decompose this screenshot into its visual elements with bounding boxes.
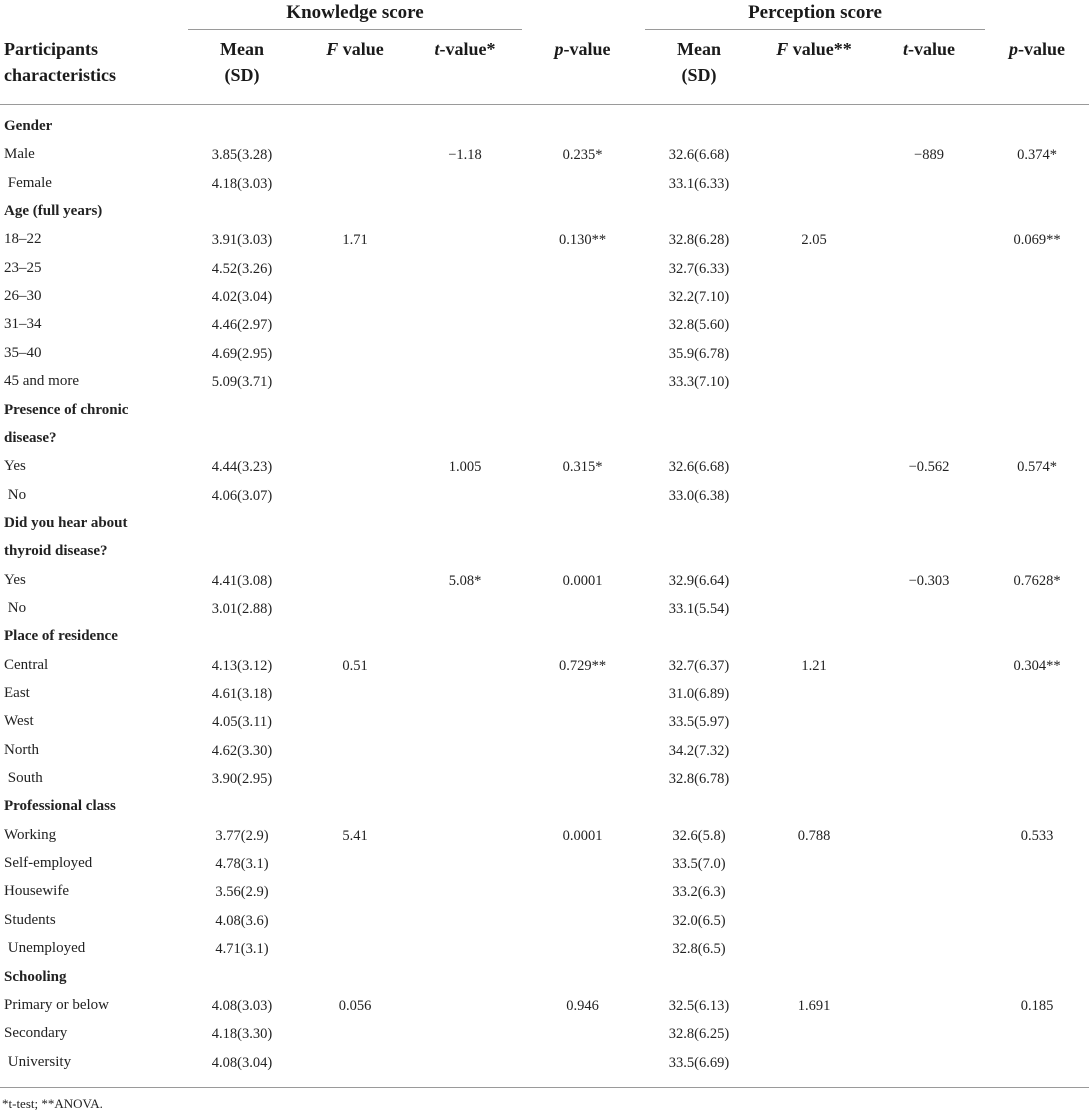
row-label: 35–40	[4, 344, 42, 361]
cell-k-p: 0.946	[566, 997, 599, 1014]
row-label: 26–30	[4, 288, 42, 305]
cell-k-mean: 3.85(3.28)	[211, 147, 273, 164]
cell-k-t: 1.005	[448, 459, 482, 476]
col-header-perception-mean: Mean (SD)	[677, 39, 721, 85]
cell-k-mean: 4.05(3.11)	[212, 714, 272, 731]
cell-p-mean: 33.3(7.10)	[668, 374, 730, 391]
cell-p-p: 0.574*	[1017, 459, 1057, 476]
cell-p-mean: 32.6(5.8)	[672, 827, 726, 844]
cell-p-mean: 32.8(6.78)	[668, 771, 730, 788]
cell-k-mean: 4.08(3.04)	[211, 1054, 273, 1071]
cell-k-mean: 3.90(2.95)	[211, 771, 273, 788]
cell-k-mean: 3.01(2.88)	[211, 600, 273, 617]
section-label: thyroid disease?	[4, 543, 108, 560]
cell-p-p: 0.304**	[1013, 657, 1061, 674]
cell-p-mean: 33.2(6.3)	[672, 884, 726, 901]
section-label: Presence of chronic	[4, 401, 129, 418]
group-rule-knowledge	[188, 29, 522, 30]
cell-p-mean: 32.7(6.33)	[668, 260, 730, 277]
cell-p-t: −0.303	[908, 572, 950, 589]
group-header-knowledge: Knowledge score	[286, 2, 424, 23]
cell-k-t: −1.18	[448, 147, 482, 164]
row-label: Yes	[4, 458, 26, 475]
cell-p-f: 1.21	[801, 657, 827, 674]
cell-k-p: 0.315*	[562, 459, 603, 476]
cell-p-p: 0.374*	[1017, 147, 1057, 164]
col-header-perception-p: p-value	[1009, 39, 1065, 59]
cell-k-mean: 4.44(3.23)	[211, 459, 273, 476]
col-header-characteristics: Participants characteristics	[4, 39, 116, 85]
group-header-perception: Perception score	[748, 2, 882, 23]
cell-k-mean: 4.71(3.1)	[215, 941, 269, 958]
cell-k-mean: 4.13(3.12)	[211, 657, 273, 674]
header-rule	[0, 104, 1089, 105]
col-header-knowledge-mean: Mean (SD)	[220, 39, 264, 85]
row-label: Working	[4, 826, 57, 843]
section-label: Place of residence	[4, 628, 118, 645]
cell-k-mean: 4.41(3.08)	[211, 572, 273, 589]
cell-k-mean: 4.06(3.07)	[211, 487, 273, 504]
cell-k-mean: 4.78(3.1)	[215, 856, 269, 873]
cell-p-mean: 31.0(6.89)	[668, 686, 730, 702]
cell-k-p: 0.130**	[558, 232, 607, 249]
cell-k-mean: 4.62(3.30)	[211, 742, 273, 759]
row-label: East	[4, 685, 30, 701]
cell-k-mean: 4.08(3.6)	[215, 912, 269, 929]
cell-p-mean: 32.8(6.25)	[668, 1026, 730, 1043]
bottom-rule	[0, 1087, 1089, 1088]
cell-p-mean: 33.1(6.33)	[668, 175, 730, 192]
footnote: *t-test; **ANOVA.	[2, 1096, 103, 1111]
cell-p-mean: 33.5(7.0)	[672, 856, 726, 873]
cell-k-p: 0.0001	[562, 572, 603, 589]
section-label: Professional class	[4, 798, 116, 815]
cell-p-mean: 32.8(6.5)	[672, 941, 726, 958]
cell-p-mean: 32.6(6.68)	[668, 459, 730, 476]
row-label: 31–34	[4, 316, 42, 333]
cell-p-mean: 35.9(6.78)	[668, 345, 730, 362]
cell-k-mean: 4.61(3.18)	[211, 686, 273, 702]
cell-k-mean: 4.08(3.03)	[211, 997, 273, 1014]
cell-k-mean: 4.18(3.30)	[211, 1026, 273, 1043]
cell-p-f: 0.788	[797, 827, 831, 844]
col-header-knowledge-f: F value	[326, 39, 384, 59]
group-rule-perception	[645, 29, 985, 30]
cell-k-p: 0.235*	[562, 147, 603, 164]
row-label: Female	[4, 174, 52, 191]
row-label: 18–22	[4, 231, 42, 248]
cell-k-mean: 3.77(2.9)	[215, 827, 269, 844]
cell-k-p: 0.729**	[558, 657, 607, 674]
col-header-perception-f: F value**	[776, 39, 852, 59]
cell-k-mean: 4.02(3.04)	[211, 289, 273, 306]
cell-p-p: 0.185	[1020, 997, 1054, 1014]
row-label: 23–25	[4, 259, 42, 276]
cell-p-mean: 34.2(7.32)	[668, 742, 730, 759]
cell-p-f: 2.05	[801, 232, 827, 249]
cell-k-mean: 5.09(3.71)	[211, 374, 273, 391]
cell-k-t: 5.08*	[448, 572, 482, 589]
row-label: West	[4, 713, 34, 730]
section-label: Schooling	[4, 968, 67, 985]
cell-p-mean: 32.8(6.28)	[668, 232, 730, 249]
row-label: Self-employed	[4, 855, 93, 872]
cell-p-mean: 32.0(6.5)	[672, 912, 726, 929]
section-label: disease?	[4, 429, 57, 446]
row-label: South	[4, 770, 43, 787]
row-label: 45 and more	[4, 373, 79, 390]
col-header-perception-t: t-value	[902, 39, 955, 59]
cell-p-mean: 33.5(6.69)	[668, 1054, 730, 1071]
row-label: Yes	[4, 571, 26, 588]
cell-k-f: 5.41	[342, 827, 368, 844]
cell-p-mean: 33.5(5.97)	[668, 714, 730, 731]
cell-p-t: −889	[914, 147, 944, 164]
cell-k-mean: 3.91(3.03)	[211, 232, 273, 249]
cell-p-mean: 32.5(6.13)	[668, 997, 730, 1014]
cell-k-mean: 4.52(3.26)	[211, 260, 273, 277]
row-label: No	[4, 599, 27, 616]
cell-k-mean: 3.56(2.9)	[215, 884, 269, 901]
cell-k-f: 0.51	[342, 657, 368, 674]
row-label: Central	[4, 656, 49, 673]
cell-p-p: 0.069**	[1013, 232, 1061, 249]
row-label: Housewife	[4, 883, 69, 900]
cell-p-mean: 32.9(6.64)	[668, 572, 730, 589]
col-header-knowledge-p: p-value	[554, 39, 611, 59]
section-label: Gender	[4, 118, 53, 134]
cell-k-mean: 4.18(3.03)	[211, 175, 273, 192]
row-label: Primary or below	[4, 996, 109, 1013]
cell-k-f: 1.71	[342, 232, 368, 249]
row-label: Students	[4, 911, 56, 928]
cell-p-t: −0.562	[908, 459, 950, 476]
cell-p-mean: 32.8(5.60)	[668, 317, 730, 334]
row-label: Secondary	[4, 1025, 68, 1042]
cell-p-mean: 33.0(6.38)	[668, 487, 730, 504]
section-label: Did you hear about	[4, 514, 128, 531]
row-label: North	[4, 741, 39, 758]
row-label: Unemployed	[4, 940, 86, 957]
cell-p-mean: 32.2(7.10)	[668, 289, 730, 306]
row-label: University	[4, 1053, 72, 1070]
cell-p-mean: 32.7(6.37)	[668, 657, 730, 674]
cell-k-mean: 4.69(2.95)	[211, 345, 273, 362]
cell-p-p: 0.533	[1020, 827, 1054, 844]
cell-p-mean: 32.6(6.68)	[668, 147, 730, 164]
col-header-knowledge-t: t-value*	[434, 39, 496, 59]
section-label: Age (full years)	[4, 203, 103, 220]
cell-k-p: 0.0001	[562, 827, 603, 844]
cell-k-mean: 4.46(2.97)	[211, 317, 273, 334]
row-label: No	[4, 486, 27, 503]
row-label: Male	[4, 146, 35, 163]
cell-p-p: 0.7628*	[1013, 572, 1061, 589]
cell-p-mean: 33.1(5.54)	[668, 600, 730, 617]
cell-k-f: 0.056	[338, 997, 372, 1014]
cell-p-f: 1.691	[797, 997, 831, 1014]
